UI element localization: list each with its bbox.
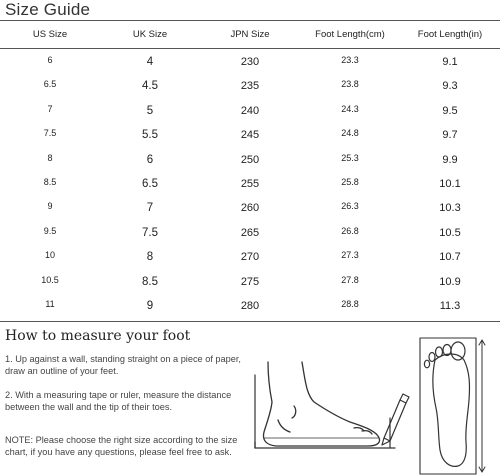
table-row xyxy=(0,54,500,78)
table-row xyxy=(0,200,500,224)
foot-length-in-cell: 10.1 xyxy=(439,178,461,190)
uk-size-cell: 4.5 xyxy=(142,80,158,93)
table-row xyxy=(0,103,500,127)
header-uk-size: UK Size xyxy=(132,29,168,40)
us-size-cell: 8 xyxy=(47,152,53,163)
foot-length-cm-cell: 28.8 xyxy=(341,299,359,309)
pencil-icon xyxy=(382,394,409,445)
header-jpn-size: JPN Size xyxy=(230,29,270,40)
header-foot-length-in: Foot Length(in) xyxy=(417,29,483,40)
jpn-size-cell: 245 xyxy=(240,129,260,142)
foot-length-cm-cell: 24.8 xyxy=(341,128,359,139)
table-row xyxy=(0,274,500,298)
foot-length-cm-cell: 23.3 xyxy=(341,55,359,65)
jpn-size-cell: 270 xyxy=(240,251,260,264)
us-size-cell: 10 xyxy=(44,250,55,261)
us-size-cell: 10.5 xyxy=(41,274,59,285)
page-title: Size Guide xyxy=(5,0,91,19)
table-row xyxy=(0,225,500,249)
table-row xyxy=(0,152,500,176)
table-row xyxy=(0,298,500,322)
foot-length-in-cell: 10.5 xyxy=(439,226,461,239)
jpn-size-cell: 280 xyxy=(240,300,260,312)
uk-size-cell: 8.5 xyxy=(142,275,158,288)
us-size-cell: 11 xyxy=(45,299,55,309)
us-size-cell: 7.5 xyxy=(43,128,57,139)
header-foot-length-cm: Foot Length(cm) xyxy=(315,29,385,40)
foot-length-in-cell: 9.7 xyxy=(442,129,458,142)
measure-note: NOTE: Please choose the right size according to the size chart, if you have any questions, please feel free to ask. xyxy=(5,435,238,458)
foot-length-in-cell: 10.9 xyxy=(439,275,461,288)
foot-length-in-cell: 9.3 xyxy=(442,80,458,93)
jpn-size-cell: 265 xyxy=(240,226,260,239)
foot-length-cm-cell: 25.3 xyxy=(341,152,359,163)
measure-title: How to measure your foot xyxy=(5,328,191,344)
foot-length-cm-cell: 23.8 xyxy=(341,79,359,90)
jpn-size-cell: 240 xyxy=(240,104,260,117)
measure-step-2: 2. With a measuring tape or ruler, measure the distance between the wall and the tip of their toes. xyxy=(5,390,232,413)
uk-size-cell: 6.5 xyxy=(142,178,158,190)
table-bottom-divider xyxy=(0,321,500,322)
uk-size-cell: 7.5 xyxy=(142,226,158,239)
table-row xyxy=(0,176,500,200)
table-row xyxy=(0,249,500,273)
jpn-size-cell: 235 xyxy=(240,80,260,93)
us-size-cell: 7 xyxy=(47,103,53,114)
jpn-size-cell: 250 xyxy=(240,153,260,166)
header-us-size: US Size xyxy=(32,29,68,40)
foot-length-cm-cell: 26.8 xyxy=(341,225,359,236)
foot-length-in-cell: 10.3 xyxy=(439,202,461,215)
header-divider xyxy=(0,48,500,49)
foot-length-in-cell: 9.9 xyxy=(442,153,458,166)
foot-length-in-cell: 11.3 xyxy=(439,300,461,312)
jpn-size-cell: 275 xyxy=(240,275,260,288)
table-row xyxy=(0,127,500,151)
foot-side-diagram-icon xyxy=(255,362,395,448)
measurement-diagram xyxy=(250,330,500,475)
foot-length-cm-cell: 27.3 xyxy=(341,250,359,261)
uk-size-cell: 6 xyxy=(146,153,154,166)
foot-length-in-cell: 9.5 xyxy=(442,104,458,117)
us-size-cell: 9.5 xyxy=(43,225,57,236)
foot-length-cm-cell: 26.3 xyxy=(341,201,359,212)
footprint-diagram-icon xyxy=(420,338,485,474)
foot-length-in-cell: 9.1 xyxy=(442,56,458,68)
foot-length-cm-cell: 25.8 xyxy=(341,177,359,187)
foot-length-cm-cell: 27.8 xyxy=(341,274,359,285)
uk-size-cell: 5 xyxy=(146,104,154,117)
jpn-size-cell: 230 xyxy=(240,56,260,68)
measure-step-1: 1. Up against a wall, standing straight on a piece of paper, draw an outline of your feet. xyxy=(5,354,241,377)
table-row xyxy=(0,78,500,102)
us-size-cell: 9 xyxy=(47,201,53,212)
us-size-cell: 8.5 xyxy=(43,177,57,187)
foot-length-in-cell: 10.7 xyxy=(439,251,461,264)
jpn-size-cell: 260 xyxy=(240,202,260,215)
us-size-cell: 6.5 xyxy=(43,79,57,90)
table-header xyxy=(0,21,500,48)
uk-size-cell: 9 xyxy=(146,300,154,312)
us-size-cell: 6 xyxy=(47,55,53,65)
uk-size-cell: 8 xyxy=(146,251,154,264)
uk-size-cell: 4 xyxy=(146,56,154,68)
uk-size-cell: 7 xyxy=(146,202,154,215)
foot-length-cm-cell: 24.3 xyxy=(341,103,359,114)
jpn-size-cell: 255 xyxy=(240,178,260,190)
uk-size-cell: 5.5 xyxy=(142,129,158,142)
